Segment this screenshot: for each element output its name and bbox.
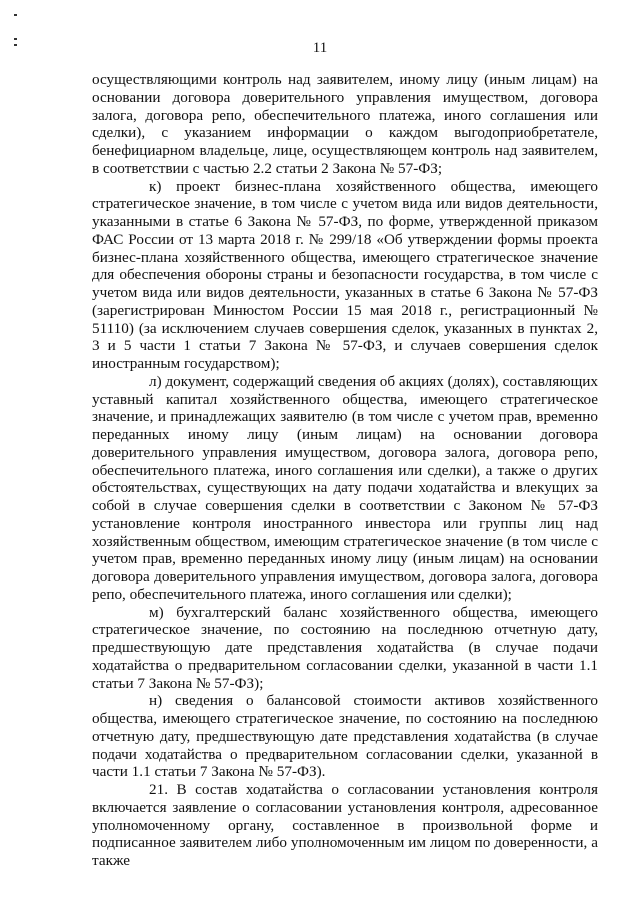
scan-margin-mark: [14, 14, 17, 16]
paragraph-item-n: н) сведения о балансовой стоимости активов хозяйственного общества, имеющего стратегическое значение, по состоянию на последнюю отчетную дату, предшествующую дате представления ходатайства (в случае подачи ходатайства о предварительном согласовании сделки, указанной в части 1.1 статьи 7 Закона № 57-ФЗ).: [92, 692, 598, 781]
paragraph-item-l: л) документ, содержащий сведения об акциях (долях), составляющих уставный капитал хозяйственного общества, имеющего стратегическое значение, и принадлежащих заявителю (в том числе с учетом прав, временно переданных иному лицу (иным лицам) на основании договора доверительного управления имуществом, договора залога, договора репо, обеспечительного платежа, иного соглашения или сделки), а также о других обстоятельствах, существующих на дату подачи ходатайства и влекущих за собой в случае совершения сделки в соответствии с Законом № 57-ФЗ установление контроля иностранного инвестора или группы лиц над хозяйственным обществом, имеющим стратегическое значение (в том числе с учетом прав, временно переданных иному лицу (иным лицам) на основании договора доверительного управления имуществом, договора залога, договора репо, обеспечительного платежа, иного соглашения или сделки);: [92, 372, 598, 603]
paragraph-item-k: к) проект бизнес-плана хозяйственного общества, имеющего стратегическое значение, в том числе с учетом вида или видов деятельности, указанными в статье 6 Закона № 57-ФЗ, по форме, утвержденной приказом ФАС России от 13 марта 2018 г. № 299/18 «Об утверждении формы проекта бизнес-плана хозяйственного общества, имеющего стратегическое значение для обеспечения обороны страны и безопасности государства, в том числе с учетом вида или видов деятельности, указанных в статье 6 Закона № 57-ФЗ (зарегистрирован Минюстом России 15 мая 2018 г., регистрационный № 51110) (за исключением случаев совершения сделок, указанных в пунктах 2, 3 и 5 части 1 статьи 7 Закона № 57-ФЗ, и случаев совершения сделок иностранным государством);: [92, 177, 598, 372]
paragraph-continuation: осуществляющими контроль над заявителем, иному лицу (иным лицам) на основании договора доверительного управления имуществом, договора залога, договора репо, обеспечительного платежа, иного соглашения или сделки), с указанием информации о каждом выгодоприобретателе, бенефициарном владельце, лице, осуществляющем контроль над заявителем, в соответствии с частью 2.2 статьи 2 Закона № 57-ФЗ;: [92, 71, 598, 177]
page-number: 11: [312, 40, 328, 56]
paragraph-item-m: м) бухгалтерский баланс хозяйственного общества, имеющего стратегическое значение, по состоянию на последнюю отчетную дату, предшествующую дате представления ходатайства (в случае подачи ходатайства о предварительном согласовании сделки, указанной в части 1.1 статьи 7 Закона № 57-ФЗ);: [92, 603, 598, 692]
document-body: [92, 71, 598, 870]
paragraph-21: 21. В состав ходатайства о согласовании установления контроля включается заявление о согласовании установления контроля, адресованное уполномоченному органу, составленное в произвольной форме и подписанное заявителем либо уполномоченным им лицом по доверенности, а также: [92, 781, 598, 869]
